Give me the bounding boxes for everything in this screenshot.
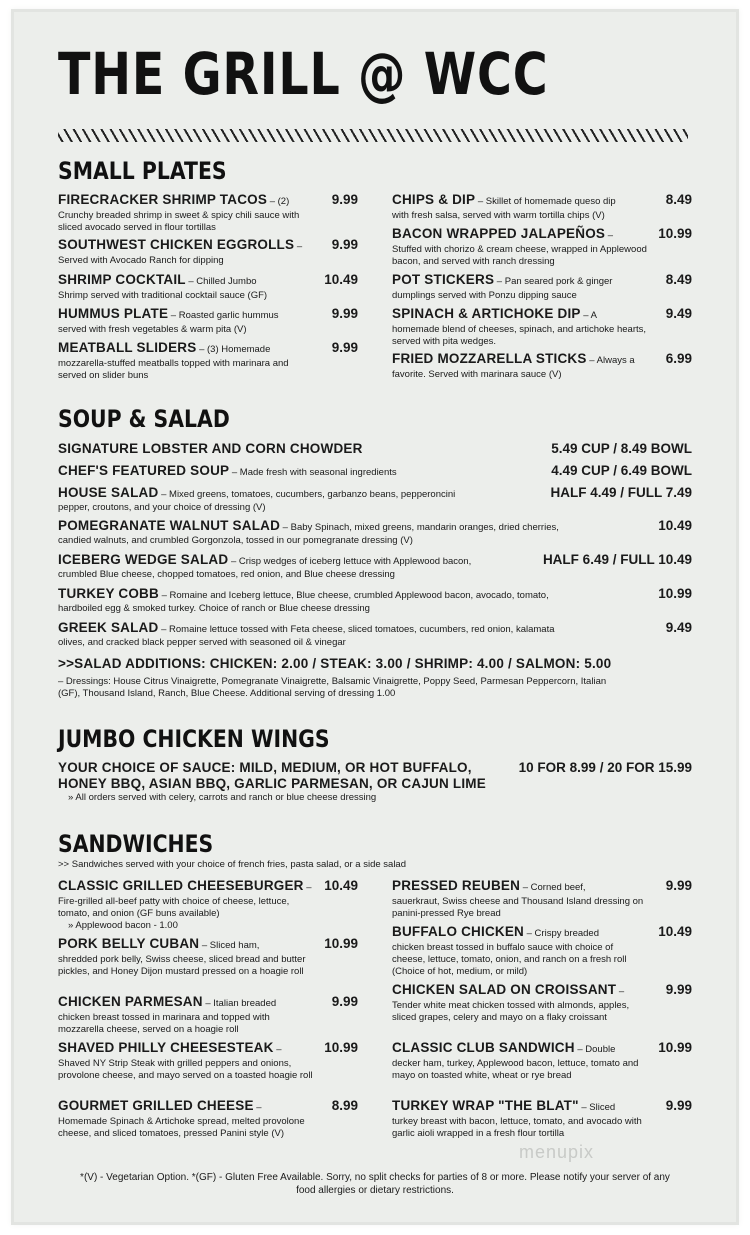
menu-item [392, 879, 692, 920]
menu-item [392, 273, 692, 302]
menu-item [58, 879, 358, 932]
item-name: MEATBALL SLIDERS [58, 340, 197, 355]
item-name: PRESSED REUBEN [392, 878, 521, 893]
wings-item [58, 760, 692, 804]
item-description: Served with Avocado Ranch for dipping [58, 255, 224, 266]
item-price: 9.49 [665, 306, 692, 321]
item-description: favorite. Served with marinara sauce (V) [392, 369, 562, 380]
item-description: Shaved NY Strip Steak with grilled peppers and onions, provolone cheese, and mayo served on a toasted hoagie roll [58, 1058, 313, 1081]
item-name: FIRECRACKER SHRIMP TACOS [58, 192, 268, 207]
item-description: dumplings served with Ponzu dipping sauce [392, 290, 577, 301]
item-price: 9.49 [665, 620, 692, 635]
item-desc-lead: – (3) Homemade [196, 344, 271, 355]
menu-item [392, 925, 692, 978]
item-price: 9.99 [665, 878, 692, 893]
item-name: TURKEY WRAP "THE BLAT" [392, 1098, 579, 1113]
item-price: 9.99 [331, 994, 358, 1009]
item-name: SOUTHWEST CHICKEN EGGROLLS [58, 237, 295, 252]
menu-item [58, 937, 358, 978]
item-desc-lead: – [294, 241, 303, 252]
item-price: 10.49 [324, 272, 358, 287]
menu-item [58, 307, 358, 336]
item-name: TURKEY COBB [58, 586, 159, 601]
menu-item [392, 1041, 692, 1082]
item-price: 10.99 [324, 936, 358, 951]
item-desc-lead: – Chilled Jumbo [185, 276, 257, 287]
item-price: 10.99 [658, 226, 692, 241]
item-price: 6.99 [665, 351, 692, 366]
item-description: Crunchy breaded shrimp in sweet & spicy chili sauce with sliced avocado served in flour tortillas [58, 210, 300, 233]
menu-item [58, 587, 692, 615]
item-description: decker ham, turkey, Applewood bacon, lettuce, tomato and mayo on toasted white, wheat or rye bread [392, 1058, 639, 1081]
menu-item [392, 227, 692, 268]
item-description: chicken breast tossed in buffalo sauce with choice of cheese, lettuce, tomato, onion, and ranch on a fresh roll (Choice of hot, medium, or mild) [392, 942, 627, 977]
wings-note: » All orders served with celery, carrots and ranch or blue cheese dressing [68, 792, 377, 803]
menu-item [58, 519, 692, 547]
item-price: 10.49 [658, 924, 692, 939]
item-price: 9.99 [331, 192, 358, 207]
item-description: Homemade Spinach & Artichoke spread, melted provolone cheese, and sliced tomatoes, pressed Panini style (V) [58, 1116, 305, 1139]
menu-item [392, 983, 692, 1024]
section-heading-soup-salad: SOUP & SALAD [58, 405, 230, 433]
item-name: SIGNATURE LOBSTER AND CORN CHOWDER [58, 441, 363, 456]
item-name: SHRIMP COCKTAIL [58, 272, 186, 287]
item-description: with fresh salsa, served with warm tortilla chips (V) [392, 210, 605, 221]
item-description: olives, and cracked black pepper served with seasoned oil & vinegar [58, 637, 346, 648]
item-description: Shrimp served with traditional cocktail sauce (GF) [58, 290, 268, 301]
item-desc-lead: – Baby Spinach, mixed greens, mandarin oranges, dried cherries, [280, 522, 559, 533]
item-name: HUMMUS PLATE [58, 306, 169, 321]
item-name: BACON WRAPPED JALAPEÑOS [392, 226, 606, 241]
menu-item [58, 442, 692, 455]
item-price: 10.99 [658, 586, 692, 601]
item-name: CLASSIC CLUB SANDWICH [392, 1040, 575, 1055]
menu-item [58, 995, 358, 1036]
menu-item [392, 352, 692, 381]
item-desc-lead: – Sliced ham, [199, 940, 260, 951]
menu-item [392, 1099, 692, 1140]
item-price: 4.49 CUP / 6.49 BOWL [551, 463, 692, 478]
sandwich-note: >> Sandwiches served with your choice of french fries, pasta salad, or a side salad [58, 859, 406, 870]
item-name: SPINACH & ARTICHOKE DIP [392, 306, 581, 321]
item-price: 9.99 [665, 982, 692, 997]
item-name: GOURMET GRILLED CHEESE [58, 1098, 254, 1113]
item-price: HALF 4.49 / FULL 7.49 [550, 485, 692, 500]
item-price: 9.99 [331, 340, 358, 355]
item-desc-lead: – (2) [267, 196, 290, 207]
item-description: sauerkraut, Swiss cheese and Thousand Island dressing on panini-pressed Rye bread [392, 896, 644, 919]
item-price: 10.99 [324, 1040, 358, 1055]
item-extra: » Applewood bacon - 1.00 [68, 920, 178, 931]
item-price: 10.49 [324, 878, 358, 893]
item-name: PORK BELLY CUBAN [58, 936, 200, 951]
menu-item [58, 1041, 358, 1082]
wings-sauce-line-2: HONEY BBQ, ASIAN BBQ, GARLIC PARMESAN, OR CAJUN LIME [58, 776, 486, 791]
item-desc-lead: – [605, 230, 614, 241]
menu-item [58, 341, 358, 382]
item-desc-lead: – [253, 1102, 262, 1113]
item-description: candied walnuts, and crumbled Gorgonzola, tossed in our pomegranate dressing (V) [58, 535, 413, 546]
item-desc-lead: – Pan seared pork & ginger [494, 276, 613, 287]
item-description: mozzarella-stuffed meatballs topped with marinara and served on slider buns [58, 358, 289, 381]
item-desc-lead: – Romaine lettuce tossed with Feta cheese, sliced tomatoes, cucumbers, red onion, kalamata [158, 624, 555, 635]
item-name: SHAVED PHILLY CHEESESTEAK [58, 1040, 274, 1055]
item-price: HALF 6.49 / FULL 10.49 [542, 552, 692, 567]
salad-additions: >>SALAD ADDITIONS: CHICKEN: 2.00 / STEAK: 3.00 / SHRIMP: 4.00 / SALMON: 5.00 [58, 656, 612, 671]
item-name: CHICKEN SALAD ON CROISSANT [392, 982, 617, 997]
item-name: FRIED MOZZARELLA STICKS [392, 351, 587, 366]
item-name: HOUSE SALAD [58, 485, 159, 500]
item-description: turkey breast with bacon, lettuce, tomato, and avocado with garlic aioli wrapped in a fresh flour tortilla [392, 1116, 642, 1139]
item-desc-lead: – Always a [586, 355, 635, 366]
item-name: BUFFALO CHICKEN [392, 924, 524, 939]
item-description: Stuffed with chorizo & cream cheese, wrapped in Applewood bacon, and served with ranch dressing [392, 244, 647, 267]
item-price: 10.49 [658, 518, 692, 533]
wings-sauce-line-1: YOUR CHOICE OF SAUCE: MILD, MEDIUM, OR HOT BUFFALO, [58, 760, 472, 775]
section-heading-wings: JUMBO CHICKEN WINGS [58, 725, 330, 753]
item-description: served with fresh vegetables & warm pita (V) [58, 324, 247, 335]
item-desc-lead: – Italian breaded [202, 998, 277, 1009]
menu-item [58, 621, 692, 649]
menu-item [58, 238, 358, 267]
item-desc-lead: – A [580, 310, 597, 321]
menu-item [58, 553, 692, 581]
item-desc-lead: – [273, 1044, 282, 1055]
footer-note: *(V) - Vegetarian Option. *(GF) - Gluten Free Available. Sorry, no split checks for parties of 8 or more. Please notify your server of any food allergies or dietary restrictions. [80, 1172, 670, 1196]
item-name: CLASSIC GRILLED CHEESEBURGER [58, 878, 304, 893]
item-price: 8.49 [665, 192, 692, 207]
item-name: POMEGRANATE WALNUT SALAD [58, 518, 281, 533]
item-desc-lead: – Crispy breaded [524, 928, 599, 939]
item-desc-lead: – Sliced [578, 1102, 616, 1113]
section-heading-sandwiches: SANDWICHES [58, 830, 214, 858]
menu-item [58, 464, 692, 479]
item-description: chicken breast tossed in marinara and topped with mozzarella cheese, served on a hoagie roll [58, 1012, 270, 1035]
item-name: CHICKEN PARMESAN [58, 994, 203, 1009]
item-name: ICEBERG WEDGE SALAD [58, 552, 229, 567]
item-price: 8.49 [665, 272, 692, 287]
item-name: CHEF'S FEATURED SOUP [58, 463, 230, 478]
item-desc-lead: – Made fresh with seasonal ingredients [229, 467, 397, 478]
item-price: 9.99 [331, 237, 358, 252]
item-desc-lead: – Roasted garlic hummus [168, 310, 279, 321]
page-title: THE GRILL @ WCC [58, 40, 549, 108]
item-price: 5.49 CUP / 8.49 BOWL [551, 441, 692, 456]
item-desc-lead: – [303, 882, 312, 893]
item-price: 10.99 [658, 1040, 692, 1055]
item-desc-lead: – Crisp wedges of iceberg lettuce with Applewood bacon, [228, 556, 472, 567]
item-desc-lead: – Mixed greens, tomatoes, cucumbers, garbanzo beans, pepperoncini [158, 489, 456, 500]
item-description: shredded pork belly, Swiss cheese, sliced bread and butter pickles, and Honey Dijon mustard pressed on a hoagie roll [58, 954, 306, 977]
item-desc-lead: – Romaine and Iceberg lettuce, Blue cheese, crumbled Applewood bacon, avocado, tomato, [158, 590, 549, 601]
item-description: Fire-grilled all-beef patty with choice of cheese, lettuce, tomato, and onion (GF buns available) [58, 896, 290, 919]
item-desc-lead: – Double [574, 1044, 616, 1055]
watermark: menupix [519, 1142, 595, 1162]
hatched-divider [58, 129, 688, 142]
item-description: hardboiled egg & smoked turkey. Choice of ranch or Blue cheese dressing [58, 603, 370, 614]
item-name: GREEK SALAD [58, 620, 159, 635]
item-name: POT STICKERS [392, 272, 495, 287]
item-desc-lead: – [616, 986, 625, 997]
dressings-note: – Dressings: House Citrus Vinaigrette, Pomegranate Vinaigrette, Balsamic Vinaigrette, Poppy Seed, Parmesan Peppercorn, Italian (GF), Thousand Island, Ranch, Blue Cheese. Additional serving of dressing 1.00 [58, 676, 607, 699]
item-price: 9.99 [665, 1098, 692, 1113]
menu-item [392, 307, 692, 348]
menu-item [392, 193, 692, 222]
item-description: pepper, croutons, and your choice of dressing (V) [58, 502, 266, 513]
item-description: Tender white meat chicken tossed with almonds, apples, sliced grapes, celery and mayo on a flaky croissant [392, 1000, 630, 1023]
section-heading-small-plates: SMALL PLATES [58, 157, 227, 185]
item-name: CHIPS & DIP [392, 192, 476, 207]
menu-item [58, 193, 358, 234]
menu-item [58, 486, 692, 514]
item-description: crumbled Blue cheese, chopped tomatoes, red onion, and Blue cheese dressing [58, 569, 395, 580]
item-price: 8.99 [331, 1098, 358, 1113]
item-description: homemade blend of cheeses, spinach, and artichoke hearts, served with pita wedges. [392, 324, 647, 347]
item-desc-lead: – Skillet of homemade queso dip [475, 196, 616, 207]
menu-item [58, 1099, 358, 1140]
wings-price: 10 FOR 8.99 / 20 FOR 15.99 [518, 760, 692, 775]
menu-item [58, 273, 358, 302]
item-price: 9.99 [331, 306, 358, 321]
item-desc-lead: – Corned beef, [520, 882, 586, 893]
